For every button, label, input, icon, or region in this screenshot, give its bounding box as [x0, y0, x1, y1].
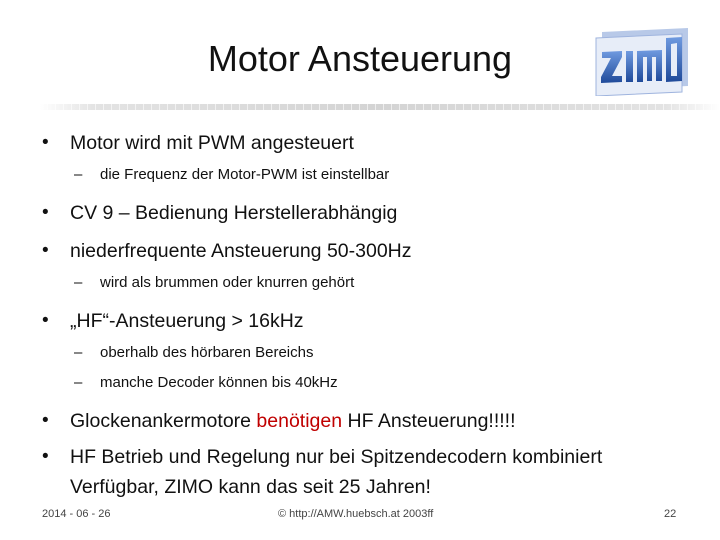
bullet-icon: •	[42, 202, 49, 223]
sub-bullet-item	[42, 372, 702, 394]
sub-bullet-text: wird als brummen oder knurren gehört	[100, 274, 355, 291]
bullet-item	[42, 406, 702, 436]
bullet-text: „HF“-Ansteuerung > 16kHz	[70, 310, 304, 332]
highlight-text: benötigen	[256, 410, 343, 432]
svg-text:ZIMO: ZIMO	[638, 94, 641, 95]
dash-icon: –	[74, 344, 83, 361]
bullet-icon: •	[42, 410, 49, 431]
title-divider-pattern	[40, 104, 720, 110]
footer-date: 2014 - 06 - 26	[42, 508, 111, 520]
bullet-text: CV 9 – Bedienung Herstellerabhängig	[70, 202, 398, 224]
sub-bullet-item	[42, 164, 702, 186]
bullet-item	[42, 198, 702, 228]
sub-bullet-item	[42, 342, 702, 364]
bullet-text: Motor wird mit PWM angesteuert	[70, 132, 354, 154]
sub-bullet-text: manche Decoder können bis 40kHz	[100, 374, 338, 391]
bullet-item	[42, 236, 702, 266]
bullet-text-pre: Glockenankermotore	[70, 410, 257, 432]
sub-bullet-text: oberhalb des hörbaren Bereichs	[100, 344, 314, 361]
sub-bullet-item	[42, 272, 702, 294]
bullet-icon: •	[42, 132, 49, 153]
sub-bullet-text: die Frequenz der Motor-PWM ist einstellbar	[100, 166, 390, 183]
bullet-item	[42, 128, 702, 158]
bullet-text: niederfrequente Ansteuerung 50-300Hz	[70, 240, 412, 262]
bullet-item	[42, 442, 702, 502]
bullet-icon: •	[42, 310, 49, 331]
bullet-text-post: HF Ansteuerung!!!!!	[342, 410, 516, 432]
bullet-text-line1: HF Betrieb und Regelung nur bei Spitzendecodern kombiniert	[70, 446, 603, 468]
slide-title: Motor Ansteuerung	[207, 38, 513, 79]
bullet-icon: •	[42, 240, 49, 261]
dash-icon: –	[74, 274, 83, 291]
slide-content	[42, 128, 702, 502]
bullet-item	[42, 306, 702, 336]
bullet-icon: •	[42, 446, 49, 467]
footer-page-number: 22	[664, 508, 677, 520]
zimo-logo	[588, 26, 692, 96]
footer-copyright: © http://AMW.huebsch.at 2003ff	[278, 508, 434, 520]
bullet-text-line2: Verfügbar, ZIMO kann das seit 25 Jahren!	[70, 476, 431, 498]
dash-icon: –	[74, 166, 83, 183]
dash-icon: –	[74, 374, 83, 391]
